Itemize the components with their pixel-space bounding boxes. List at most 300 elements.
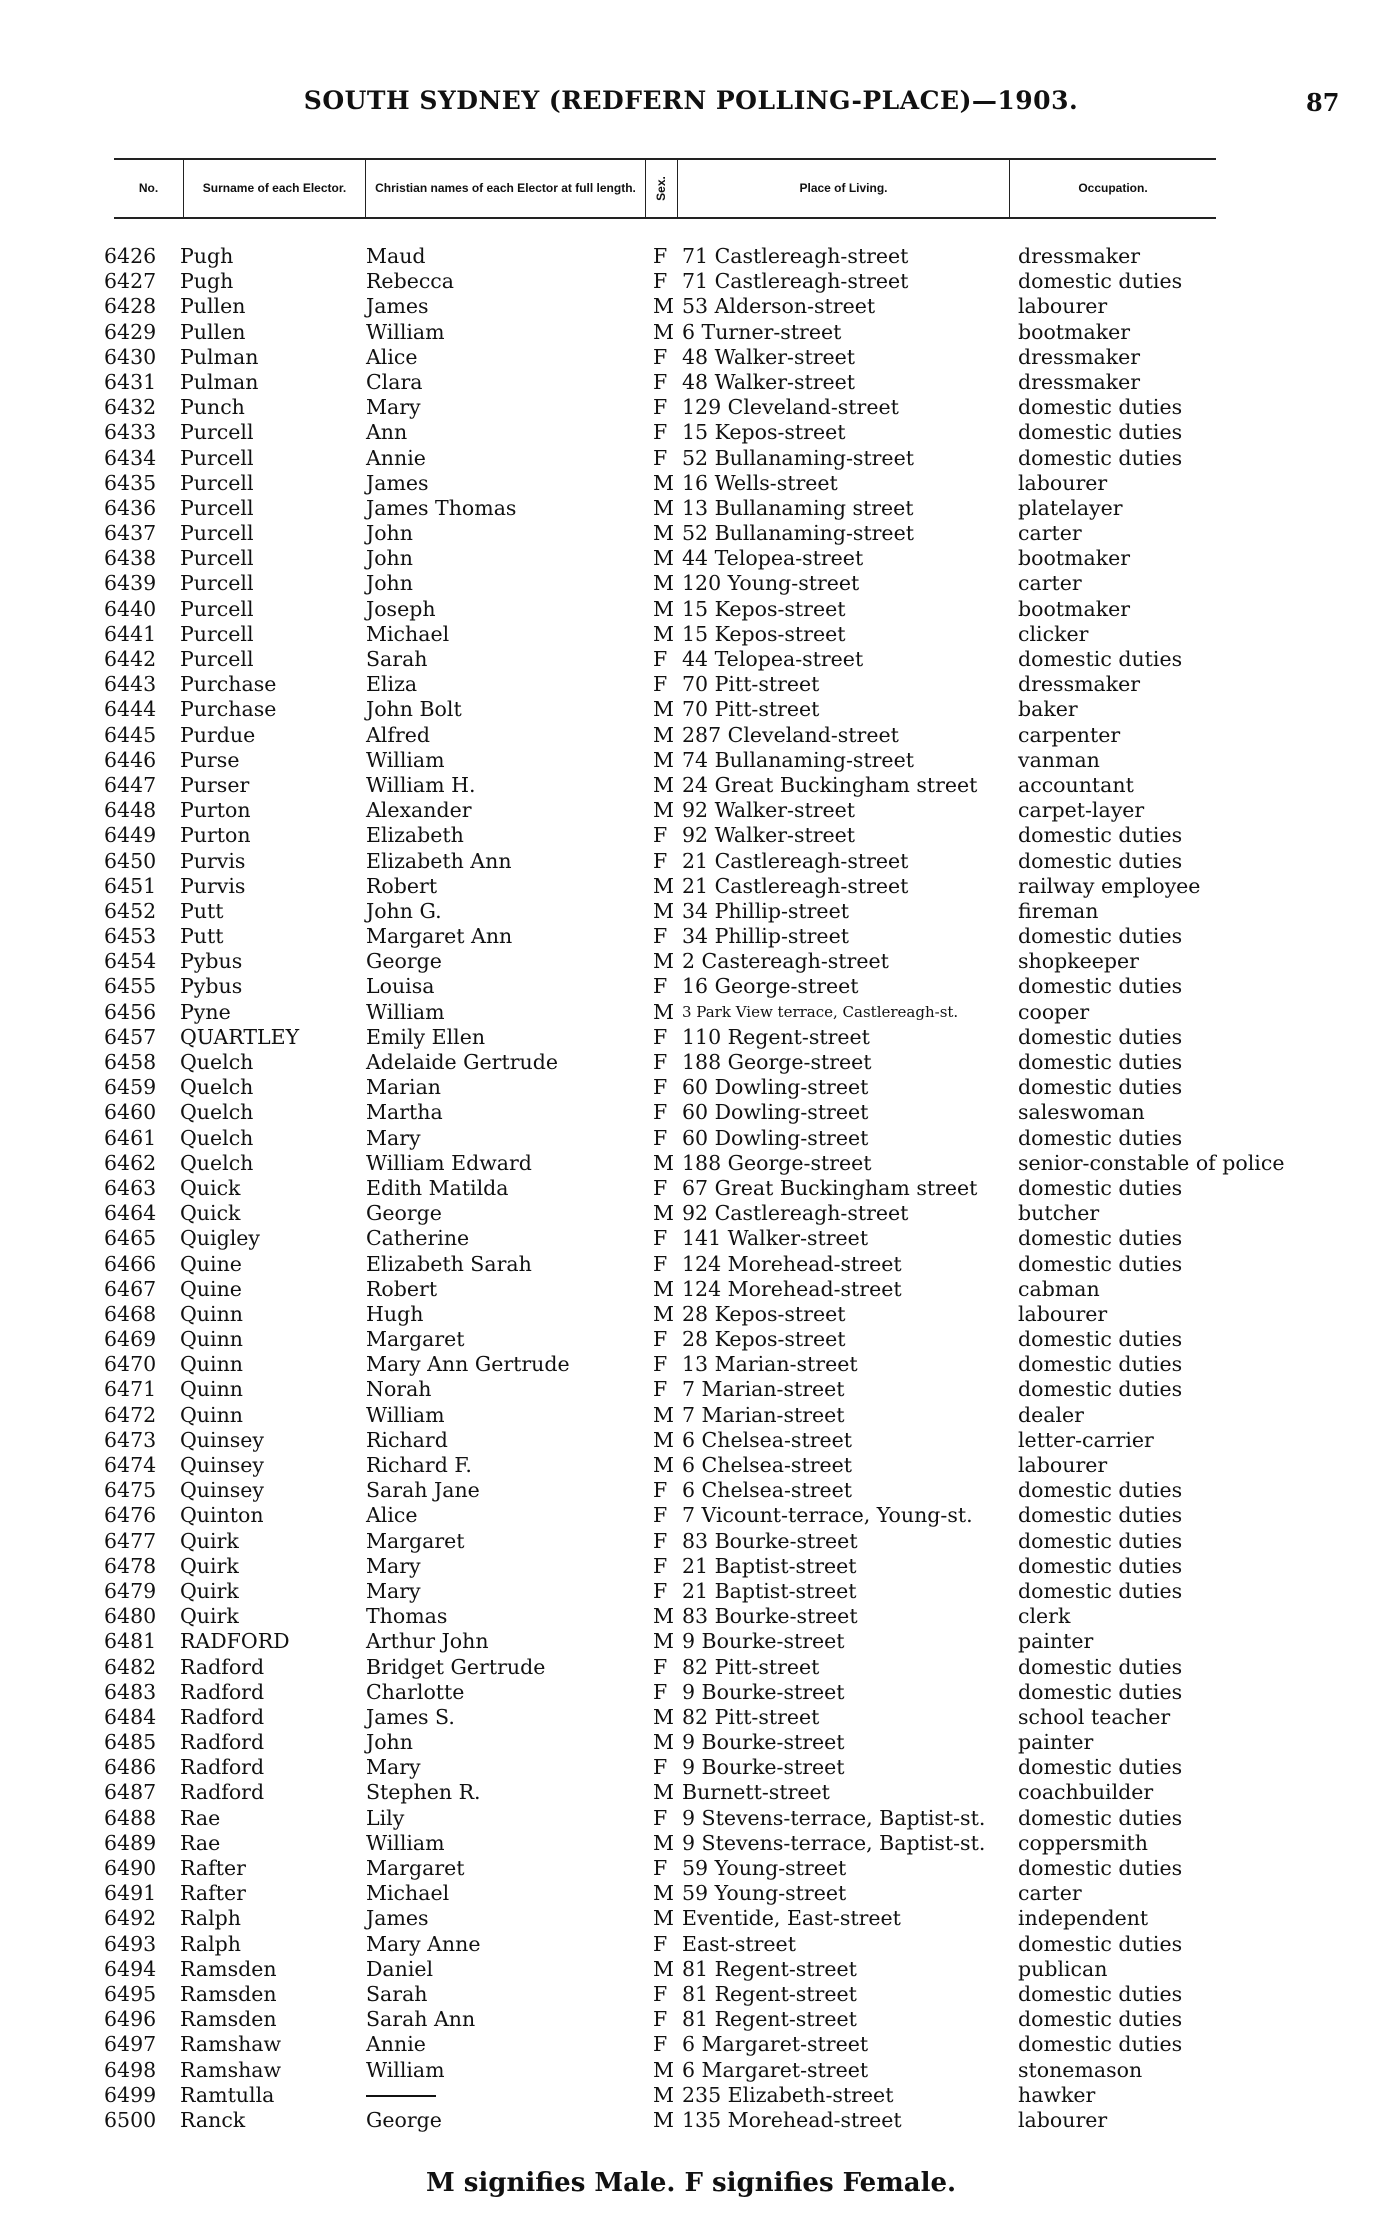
surname: Purcell	[180, 621, 254, 646]
place-of-living: 24 Great Buckingham street	[682, 772, 978, 797]
table-row	[0, 345, 1382, 370]
surname: Rafter	[180, 1881, 246, 1906]
sex-legend-footer: M signifies Male. F signifies Female.	[425, 2168, 957, 2198]
elector-number: 6496	[104, 2007, 157, 2032]
elector-number: 6479	[104, 1578, 157, 1603]
table-row	[0, 546, 1382, 571]
place-of-living: 52 Bullanaming-street	[682, 445, 914, 470]
surname: Purchase	[180, 697, 277, 722]
christian-names: Alfred	[366, 722, 431, 747]
sex: M	[653, 319, 674, 344]
occupation: dressmaker	[1018, 244, 1141, 268]
sex: M	[653, 1276, 674, 1301]
occupation: domestic duties	[1018, 269, 1183, 294]
surname: Ramshaw	[180, 2032, 282, 2057]
header-surname: Surname of each Elector.	[184, 160, 366, 217]
christian-names: Charlotte	[366, 1679, 465, 1704]
sex: F	[653, 1654, 668, 1679]
place-of-living: 6 Margaret-street	[682, 2032, 869, 2057]
place-of-living: 34 Phillip-street	[682, 898, 849, 923]
table-row	[0, 1806, 1382, 1831]
table-row	[0, 1655, 1382, 1680]
sex: M	[653, 2057, 674, 2082]
sex: F	[653, 445, 668, 470]
occupation: domestic duties	[1018, 1679, 1183, 1704]
christian-names: Lily	[366, 1805, 405, 1830]
table-row	[0, 471, 1382, 496]
table-row	[0, 1377, 1382, 1402]
elector-number: 6480	[104, 1604, 157, 1629]
christian-names: Ann	[366, 420, 408, 445]
table-row	[0, 521, 1382, 546]
sex: F	[653, 647, 668, 671]
christian-names: Clara	[366, 369, 423, 394]
header-no: No.	[114, 160, 184, 217]
christian-names: Richard	[366, 1427, 448, 1452]
elector-number: 6484	[104, 1704, 157, 1729]
surname: Purcell	[180, 546, 254, 571]
occupation: domestic duties	[1018, 823, 1183, 848]
occupation: domestic duties	[1018, 1805, 1183, 1830]
surname: Quirk	[180, 1528, 239, 1553]
place-of-living: 188 George-street	[682, 1150, 872, 1175]
christian-names: Michael	[366, 621, 450, 646]
place-of-living: 28 Kepos-street	[682, 1301, 846, 1326]
place-of-living: 81 Regent-street	[682, 2007, 857, 2032]
table-row	[0, 974, 1382, 999]
sex: M	[653, 1427, 674, 1452]
sex: F	[653, 420, 668, 445]
table-row	[0, 748, 1382, 773]
place-of-living: 6 Chelsea-street	[682, 1478, 852, 1503]
sex: M	[653, 1780, 674, 1805]
surname: Ramshaw	[180, 2057, 282, 2082]
elector-number: 6427	[104, 269, 157, 294]
surname: Purcell	[180, 521, 254, 546]
surname: Pybus	[180, 949, 243, 974]
place-of-living: 59 Young-street	[682, 1856, 847, 1880]
place-of-living: 21 Castlereagh-street	[682, 873, 909, 898]
christian-names: Daniel	[366, 1956, 434, 1981]
occupation: domestic duties	[1018, 1654, 1183, 1679]
occupation: dressmaker	[1018, 369, 1141, 394]
sex: M	[653, 470, 674, 495]
elector-number: 6465	[104, 1226, 157, 1251]
surname: Rafter	[180, 1856, 246, 1880]
place-of-living: 74 Bullanaming-street	[682, 747, 914, 772]
elector-number: 6469	[104, 1327, 157, 1352]
occupation: painter	[1018, 1730, 1094, 1755]
christian-names: Annie	[366, 445, 426, 470]
christian-names: Mary	[366, 1125, 421, 1150]
occupation: saleswoman	[1018, 1100, 1145, 1125]
christian-names: John	[366, 571, 413, 596]
sex: F	[653, 823, 668, 848]
place-of-living: 9 Bourke-street	[682, 1629, 845, 1654]
table-row	[0, 1478, 1382, 1503]
occupation: domestic duties	[1018, 848, 1183, 873]
occupation: domestic duties	[1018, 1856, 1183, 1880]
occupation: clicker	[1018, 621, 1089, 646]
sex: M	[653, 747, 674, 772]
occupation: domestic duties	[1018, 395, 1183, 420]
occupation: labourer	[1018, 2107, 1108, 2132]
sex: F	[653, 1024, 668, 1049]
christian-names: Mary Anne	[366, 1931, 481, 1956]
elector-number: 6489	[104, 1830, 157, 1855]
place-of-living: 2 Castereagh-street	[682, 949, 889, 974]
sex: F	[653, 1553, 668, 1578]
place-of-living: 15 Kepos-street	[682, 420, 846, 445]
occupation: school teacher	[1018, 1704, 1171, 1729]
table-row	[0, 1579, 1382, 1604]
table-row	[0, 874, 1382, 899]
surname: Purton	[180, 798, 251, 823]
elector-number: 6446	[104, 747, 157, 772]
occupation: railway employee	[1018, 873, 1201, 898]
christian-names: Richard F.	[366, 1453, 472, 1477]
christian-names: Margaret	[366, 1856, 465, 1880]
sex: M	[653, 1201, 674, 1226]
occupation: domestic duties	[1018, 1377, 1183, 1402]
surname: Radford	[180, 1704, 265, 1729]
sex: F	[653, 1125, 668, 1150]
table-row	[0, 1831, 1382, 1856]
place-of-living: 129 Cleveland-street	[682, 395, 899, 420]
surname: Quirk	[180, 1578, 239, 1603]
table-row	[0, 1680, 1382, 1705]
table-row	[0, 269, 1382, 294]
sex: F	[653, 1755, 668, 1780]
occupation: domestic duties	[1018, 1528, 1183, 1553]
christian-names: Eliza	[366, 672, 418, 697]
christian-names: Mary Ann Gertrude	[366, 1352, 570, 1377]
christian-names: John	[366, 1730, 413, 1755]
table-row	[0, 924, 1382, 949]
place-of-living: 59 Young-street	[682, 1881, 847, 1906]
christian-names: Elizabeth Ann	[366, 848, 512, 873]
elector-number: 6428	[104, 294, 157, 319]
place-of-living: 83 Bourke-street	[682, 1528, 858, 1553]
sex: M	[653, 1604, 674, 1629]
sex: M	[653, 697, 674, 722]
table-row	[0, 571, 1382, 596]
surname: Purchase	[180, 672, 277, 697]
table-row	[0, 1226, 1382, 1251]
sex: M	[653, 898, 674, 923]
place-of-living: 70 Pitt-street	[682, 672, 820, 697]
elector-number: 6478	[104, 1553, 157, 1578]
surname: Pulman	[180, 369, 259, 394]
surname: Quinsey	[180, 1427, 265, 1452]
elector-number: 6500	[104, 2107, 157, 2132]
table-row	[0, 672, 1382, 697]
place-of-living: 13 Bullanaming street	[682, 495, 914, 520]
surname: Radford	[180, 1654, 265, 1679]
surname: Pulman	[180, 344, 259, 369]
sex: M	[653, 495, 674, 520]
occupation: domestic duties	[1018, 1478, 1183, 1503]
table-row	[0, 647, 1382, 672]
elector-number: 6457	[104, 1024, 157, 1049]
surname: Ramtulla	[180, 2082, 275, 2107]
occupation: painter	[1018, 1629, 1094, 1654]
occupation: coppersmith	[1018, 1830, 1148, 1855]
place-of-living: 287 Cleveland-street	[682, 722, 899, 747]
occupation: bootmaker	[1018, 596, 1131, 621]
christian-names: William	[366, 747, 445, 772]
occupation: domestic duties	[1018, 974, 1183, 999]
elector-number: 6449	[104, 823, 157, 848]
elector-number: 6440	[104, 596, 157, 621]
elector-number: 6476	[104, 1503, 157, 1528]
occupation: publican	[1018, 1956, 1108, 1981]
surname: Quine	[180, 1276, 242, 1301]
sex: M	[653, 2107, 674, 2132]
sex: M	[653, 2082, 674, 2107]
sex: M	[653, 1906, 674, 1931]
christian-names: Bridget Gertrude	[366, 1654, 546, 1679]
surname: Rae	[180, 1830, 221, 1855]
surname: Quinton	[180, 1503, 264, 1528]
christian-names: Margaret	[366, 1327, 465, 1352]
christian-names: Alice	[366, 344, 418, 369]
place-of-living: 9 Bourke-street	[682, 1755, 845, 1780]
sex: M	[653, 999, 674, 1024]
christian-names: Mary	[366, 1755, 421, 1780]
occupation: clerk	[1018, 1604, 1071, 1629]
table-row	[0, 1629, 1382, 1654]
place-of-living: 92 Walker-street	[682, 798, 856, 823]
sex: F	[653, 1377, 668, 1402]
occupation: butcher	[1018, 1201, 1100, 1226]
christian-names: Sarah Jane	[366, 1478, 480, 1503]
place-of-living: 44 Telopea-street	[682, 546, 864, 571]
table-row	[0, 1302, 1382, 1327]
place-of-living: 52 Bullanaming-street	[682, 521, 914, 546]
surname: Quinn	[180, 1301, 243, 1326]
christian-names: Alexander	[366, 798, 472, 823]
sex: F	[653, 269, 668, 294]
place-of-living: 82 Pitt-street	[682, 1704, 820, 1729]
place-of-living: 6 Turner-street	[682, 319, 842, 344]
sex: F	[653, 1327, 668, 1352]
christian-names: Margaret Ann	[366, 924, 513, 949]
elector-number: 6474	[104, 1453, 157, 1477]
christian-names: James S.	[366, 1704, 455, 1729]
place-of-living: 48 Walker-street	[682, 344, 856, 369]
surname: Quinsey	[180, 1453, 265, 1477]
surname: Purcell	[180, 470, 254, 495]
place-of-living: 21 Castlereagh-street	[682, 848, 909, 873]
christian-names: Sarah	[366, 1981, 428, 2006]
surname: Ralph	[180, 1906, 242, 1931]
christian-names: Mary	[366, 395, 421, 420]
christian-names: John Bolt	[366, 697, 462, 722]
page-title: SOUTH SYDNEY (REDFERN POLLING-PLACE)—1903.	[303, 86, 1079, 115]
surname: Purcell	[180, 596, 254, 621]
sex: M	[653, 1453, 674, 1477]
place-of-living: 71 Castlereagh-street	[682, 269, 909, 294]
page-number: 87	[1306, 88, 1340, 117]
place-of-living: 13 Marian-street	[682, 1352, 858, 1377]
elector-number: 6438	[104, 546, 157, 571]
christian-names: Mary	[366, 1553, 421, 1578]
table-row	[0, 1881, 1382, 1906]
christian-names: William Edward	[366, 1150, 532, 1175]
table-row	[0, 1730, 1382, 1755]
table-row	[0, 2108, 1382, 2133]
occupation: labourer	[1018, 1301, 1108, 1326]
surname: Quinsey	[180, 1478, 265, 1503]
occupation: bootmaker	[1018, 546, 1131, 571]
elector-number: 6456	[104, 999, 157, 1024]
place-of-living: 34 Phillip-street	[682, 924, 849, 949]
occupation: domestic duties	[1018, 647, 1183, 671]
occupation: labourer	[1018, 470, 1108, 495]
elector-number: 6426	[104, 244, 157, 268]
surname: Purdue	[180, 722, 256, 747]
occupation: independent	[1018, 1906, 1149, 1931]
sex: M	[653, 1629, 674, 1654]
occupation: domestic duties	[1018, 2007, 1183, 2032]
elector-number: 6444	[104, 697, 157, 722]
elector-number: 6455	[104, 974, 157, 999]
occupation: dressmaker	[1018, 672, 1141, 697]
elector-number: 6483	[104, 1679, 157, 1704]
place-of-living: 67 Great Buckingham street	[682, 1175, 978, 1200]
sex: F	[653, 1578, 668, 1603]
elector-number: 6430	[104, 344, 157, 369]
place-of-living: 188 George-street	[682, 1050, 872, 1074]
table-row	[0, 1126, 1382, 1151]
elector-number: 6459	[104, 1075, 157, 1100]
table-row	[0, 1982, 1382, 2007]
occupation: domestic duties	[1018, 1226, 1183, 1251]
surname: Pullen	[180, 319, 246, 344]
elector-number: 6436	[104, 495, 157, 520]
header-christian-names: Christian names of each Elector at full length.	[366, 160, 646, 217]
surname: Purcell	[180, 571, 254, 596]
sex: F	[653, 1528, 668, 1553]
surname: Quinn	[180, 1352, 243, 1377]
christian-names: Mary	[366, 1578, 421, 1603]
surname: Ramsden	[180, 1956, 277, 1981]
table-row	[0, 949, 1382, 974]
occupation: domestic duties	[1018, 1175, 1183, 1200]
elector-number: 6477	[104, 1528, 157, 1553]
sex: M	[653, 1150, 674, 1175]
table-row	[0, 1503, 1382, 1528]
occupation: domestic duties	[1018, 1050, 1183, 1074]
sex: M	[653, 798, 674, 823]
sex: M	[653, 722, 674, 747]
elector-list	[0, 244, 1382, 2133]
christian-names: Maud	[366, 244, 426, 268]
table-row	[0, 1201, 1382, 1226]
surname: Pyne	[180, 999, 231, 1024]
elector-number: 6462	[104, 1150, 157, 1175]
christian-names: Annie	[366, 2032, 426, 2057]
sex: F	[653, 1856, 668, 1880]
occupation: labourer	[1018, 294, 1108, 319]
occupation: domestic duties	[1018, 1352, 1183, 1377]
elector-number: 6443	[104, 672, 157, 697]
place-of-living: 60 Dowling-street	[682, 1100, 869, 1125]
place-of-living: 83 Bourke-street	[682, 1604, 858, 1629]
christian-names: Sarah Ann	[366, 2007, 476, 2032]
occupation: cooper	[1018, 999, 1090, 1024]
occupation: stonemason	[1018, 2057, 1143, 2082]
place-of-living: 6 Margaret-street	[682, 2057, 869, 2082]
occupation: dealer	[1018, 1402, 1084, 1427]
place-of-living: 44 Telopea-street	[682, 647, 864, 671]
christian-names: Alice	[366, 1503, 418, 1528]
elector-number: 6432	[104, 395, 157, 420]
elector-number: 6452	[104, 898, 157, 923]
elector-number: 6433	[104, 420, 157, 445]
surname: Quinn	[180, 1402, 243, 1427]
christian-names: William	[366, 319, 445, 344]
sex: F	[653, 1352, 668, 1377]
elector-number: 6487	[104, 1780, 157, 1805]
sex: F	[653, 2032, 668, 2057]
christian-names: Adelaide Gertrude	[366, 1050, 558, 1074]
elector-number: 6473	[104, 1427, 157, 1452]
surname: Pybus	[180, 974, 243, 999]
sex: M	[653, 1402, 674, 1427]
place-of-living: 15 Kepos-street	[682, 596, 846, 621]
place-of-living: 21 Baptist-street	[682, 1553, 857, 1578]
occupation: bootmaker	[1018, 319, 1131, 344]
sex: F	[653, 1075, 668, 1100]
table-row	[0, 1906, 1382, 1931]
place-of-living: 3 Park View terrace, Castlereagh-st.	[682, 1002, 959, 1021]
sex: M	[653, 546, 674, 571]
occupation: domestic duties	[1018, 1553, 1183, 1578]
surname: Quelch	[180, 1050, 254, 1074]
surname: Quigley	[180, 1226, 260, 1251]
sex: F	[653, 244, 668, 268]
place-of-living: 92 Castlereagh-street	[682, 1201, 909, 1226]
elector-number: 6434	[104, 445, 157, 470]
table-row	[0, 244, 1382, 269]
table-row	[0, 899, 1382, 924]
surname: Quinn	[180, 1327, 243, 1352]
christian-names: George	[366, 949, 442, 974]
elector-number: 6439	[104, 571, 157, 596]
occupation: domestic duties	[1018, 1755, 1183, 1780]
sex: F	[653, 2007, 668, 2032]
elector-number: 6472	[104, 1402, 157, 1427]
christian-names: Emily Ellen	[366, 1024, 486, 1049]
place-of-living: East-street	[682, 1931, 796, 1956]
sex: M	[653, 521, 674, 546]
surname: Quick	[180, 1175, 241, 1200]
place-of-living: Burnett-street	[682, 1780, 830, 1805]
surname: Rae	[180, 1805, 221, 1830]
elector-number: 6441	[104, 621, 157, 646]
christian-names: James	[366, 1906, 429, 1931]
christian-names: James	[366, 470, 429, 495]
occupation: labourer	[1018, 1453, 1108, 1477]
surname: QUARTLEY	[180, 1024, 300, 1049]
christian-names: William	[366, 1830, 445, 1855]
place-of-living: 9 Bourke-street	[682, 1679, 845, 1704]
elector-number: 6466	[104, 1251, 157, 1276]
elector-number: 6453	[104, 924, 157, 949]
place-of-living: 141 Walker-street	[682, 1226, 869, 1251]
